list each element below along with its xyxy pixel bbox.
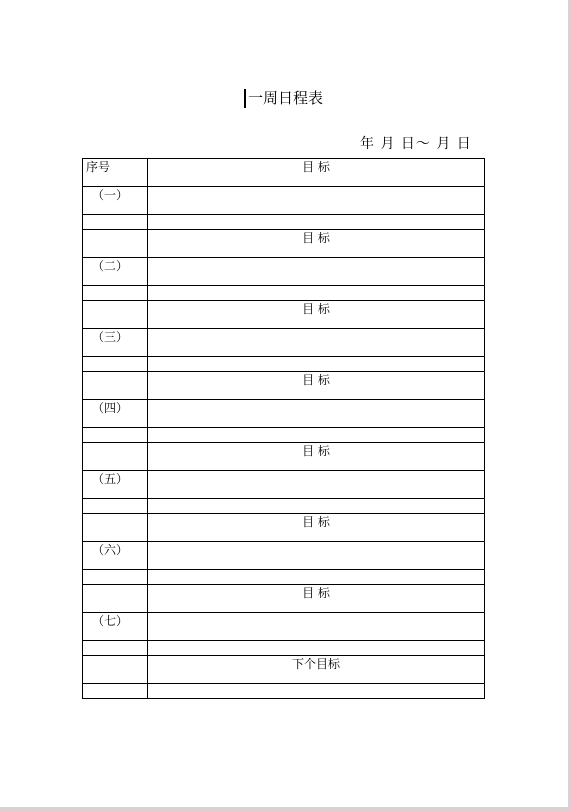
blank-cell[interactable]: [148, 215, 485, 230]
blank-cell[interactable]: [83, 357, 148, 372]
goal-cell[interactable]: [148, 542, 485, 570]
day-number-cell[interactable]: （六）: [83, 542, 148, 570]
table-row: [83, 301, 485, 329]
goal-cell[interactable]: [148, 471, 485, 499]
table-row: [83, 187, 485, 215]
table-row: [83, 570, 485, 585]
goal-label-cell[interactable]: 目 标: [148, 301, 485, 329]
blank-cell[interactable]: [83, 230, 148, 258]
table-row: [83, 514, 485, 542]
day-number-cell[interactable]: （二）: [83, 258, 148, 286]
table-row: [83, 372, 485, 400]
blank-cell[interactable]: [148, 286, 485, 301]
date-range[interactable]: 年 月 日～ 月 日: [360, 136, 472, 152]
table-row: [83, 471, 485, 499]
blank-cell[interactable]: [83, 428, 148, 443]
table-row: [83, 215, 485, 230]
blank-cell[interactable]: [83, 443, 148, 471]
text-cursor: [244, 89, 246, 108]
table-row: [83, 230, 485, 258]
blank-cell[interactable]: [83, 684, 148, 699]
goal-label-cell[interactable]: 目 标: [148, 585, 485, 613]
blank-cell[interactable]: [83, 656, 148, 684]
blank-cell[interactable]: [148, 641, 485, 656]
blank-cell[interactable]: [148, 684, 485, 699]
table-row: [83, 499, 485, 514]
day-number-cell[interactable]: （四）: [83, 400, 148, 428]
goal-cell[interactable]: [148, 258, 485, 286]
blank-cell[interactable]: [83, 585, 148, 613]
goal-cell[interactable]: [148, 400, 485, 428]
header-cell-goal[interactable]: 目 标: [148, 159, 485, 187]
goal-label-cell[interactable]: 目 标: [148, 443, 485, 471]
goal-cell[interactable]: [148, 329, 485, 357]
schedule-table: [82, 158, 485, 699]
blank-cell[interactable]: [83, 514, 148, 542]
header-cell-number[interactable]: 序号: [83, 159, 148, 187]
table-row: [83, 542, 485, 570]
table-row: [83, 443, 485, 471]
blank-cell[interactable]: [148, 428, 485, 443]
day-number-cell[interactable]: （五）: [83, 471, 148, 499]
blank-cell[interactable]: [83, 499, 148, 514]
table-row: [83, 585, 485, 613]
table-row: [83, 400, 485, 428]
blank-cell[interactable]: [148, 499, 485, 514]
table-row: [83, 286, 485, 301]
blank-cell[interactable]: [83, 641, 148, 656]
table-row: [83, 684, 485, 699]
goal-label-cell[interactable]: 目 标: [148, 514, 485, 542]
table-row: [83, 613, 485, 641]
title-text: 一周日程表: [248, 89, 324, 107]
table-row: [83, 641, 485, 656]
day-number-cell[interactable]: （七）: [83, 613, 148, 641]
header-row: [83, 159, 485, 187]
table-row: [83, 656, 485, 684]
goal-cell[interactable]: [148, 613, 485, 641]
goal-label-cell[interactable]: 目 标: [148, 372, 485, 400]
blank-cell[interactable]: [83, 301, 148, 329]
table-row: [83, 258, 485, 286]
next-goal-label-cell[interactable]: 下个目标: [148, 656, 485, 684]
blank-cell[interactable]: [83, 372, 148, 400]
blank-cell[interactable]: [83, 215, 148, 230]
day-number-cell[interactable]: （一）: [83, 187, 148, 215]
blank-cell[interactable]: [83, 570, 148, 585]
table-row: [83, 329, 485, 357]
blank-cell[interactable]: [148, 357, 485, 372]
day-number-cell[interactable]: （三）: [83, 329, 148, 357]
goal-label-cell[interactable]: 目 标: [148, 230, 485, 258]
blank-cell[interactable]: [83, 286, 148, 301]
blank-cell[interactable]: [148, 570, 485, 585]
goal-cell[interactable]: [148, 187, 485, 215]
table-row: [83, 428, 485, 443]
table-row: [83, 357, 485, 372]
